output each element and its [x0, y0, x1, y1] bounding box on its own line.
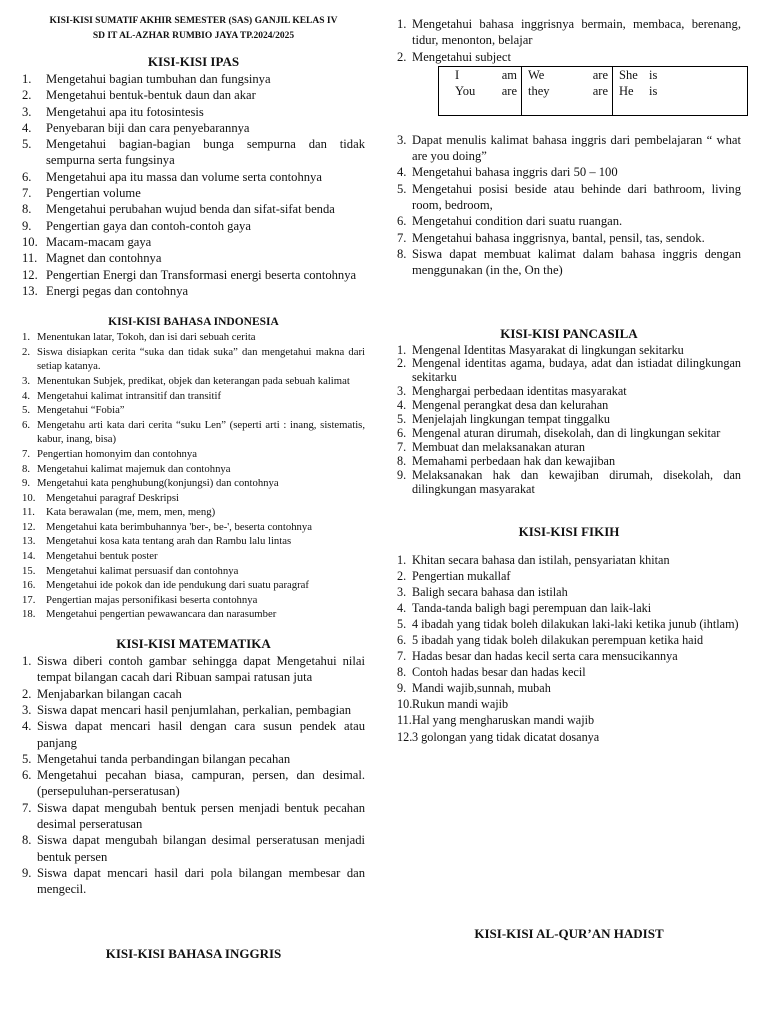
list-item-text: Pengertian homonyim dan contohnya: [37, 447, 197, 460]
list-item: [397, 357, 741, 385]
list-item: [397, 455, 741, 469]
list-item-text: Mengetahui bahasa inggrisnya, bantal, pensil, tas, sendok.: [412, 230, 705, 245]
list-item-number: 9.: [397, 467, 407, 482]
list-item-text: Mengetahui bahasa inggris dari 50 – 100: [412, 165, 618, 180]
list-item-number: 11.: [22, 251, 38, 266]
list-item-text: Mengetahui bentuk poster: [46, 550, 158, 563]
list-item-text: Mengetahui kata berimbuhannya 'ber-, be-', beserta contohnya: [46, 520, 312, 533]
list-item-number: 8.: [397, 246, 407, 261]
subject-word: She: [619, 67, 638, 82]
list-item: [22, 534, 365, 549]
list-item-text: Mengenal identitas agama, budaya, adat dan istiadat dilingkungan sekitarku: [412, 356, 741, 385]
list-item-text: Mengetahui apa itu massa dan volume serta contohnya: [46, 169, 322, 184]
list-item-text: 5 ibadah yang tidak boleh dilakukan perempuan ketika haid: [412, 633, 704, 647]
left-column: [22, 0, 365, 962]
list-item-number: 11.: [397, 713, 412, 728]
list-item-number: 10.: [22, 234, 38, 249]
list-item-number: 2.: [397, 568, 407, 583]
list-item-text: Mengetahui bagian-bagian bunga sempurna dan tidak sempurna serta fungsinya: [46, 137, 365, 168]
list-item-number: 4.: [22, 120, 32, 135]
section-title-bahasa-indonesia: KISI-KISI BAHASA INDONESIA: [108, 316, 279, 329]
list-item: [22, 218, 365, 234]
list-bahasa-indonesia: [22, 330, 365, 622]
list-item: [22, 593, 365, 608]
subject-cell-2: [522, 66, 613, 115]
subject-cell-1: [439, 66, 522, 115]
list-item-text: Mengetahui subject: [412, 49, 511, 64]
list-item: [397, 600, 741, 616]
list-item: [22, 104, 365, 120]
list-item: [22, 702, 365, 718]
list-item-text: Menjabarkan bilangan cacah: [37, 686, 182, 701]
list-item: [22, 234, 365, 250]
section-title-ipas: KISI-KISI IPAS: [147, 54, 240, 69]
list-item: [22, 653, 365, 686]
list-item-text: Contoh hadas besar dan hadas kecil: [412, 665, 586, 680]
list-item-number: 8.: [397, 665, 407, 680]
list-item-number: 14.: [22, 550, 36, 563]
list-item: [22, 403, 365, 418]
list-item: [397, 664, 741, 680]
list-item-number: 10.: [397, 697, 413, 712]
list-item: [22, 865, 365, 898]
list-item: [397, 49, 741, 65]
list-item: [397, 680, 741, 696]
list-item: [22, 389, 365, 404]
subject-word: You: [455, 83, 476, 98]
list-item: [22, 476, 365, 491]
list-item: [397, 729, 741, 745]
list-item-number: 5.: [397, 181, 407, 196]
verb-word: am: [501, 67, 517, 82]
list-item-number: 7.: [397, 439, 407, 454]
list-item-number: 18.: [22, 608, 36, 621]
section-title-bahasa-inggris: KISI-KISI BAHASA INGGRIS: [105, 946, 282, 962]
list-item-text: Mengetahui kalimat majemuk dan contohnya: [37, 462, 231, 475]
list-item: [397, 164, 741, 180]
list-item-number: 1.: [397, 17, 407, 31]
list-item-text: Mengetahui paragraf Deskripsi: [46, 491, 179, 504]
list-item: [397, 648, 741, 664]
list-item: [397, 385, 741, 399]
list-item-text: Mengetahui perubahan wujud benda dan sifat-sifat benda: [46, 202, 335, 217]
list-item-number: 17.: [22, 593, 36, 606]
list-item-text: Membuat dan melaksanakan aturan: [412, 439, 585, 454]
list-item-number: 6.: [397, 633, 407, 647]
list-item: [397, 181, 741, 214]
list-matematika: [22, 653, 365, 897]
section-title-fikih: KISI-KISI FIKIH: [518, 523, 620, 539]
list-item: [22, 800, 365, 833]
list-item-number: 7.: [397, 649, 407, 664]
list-item-text: Mengetahui posisi beside atau behinde dari bathroom, living room, bedroom,: [412, 181, 741, 213]
verb-word: is: [649, 67, 658, 82]
list-item-text: Mengenal aturan dirumah, disekolah, dan di lingkungan sekitar: [412, 426, 721, 440]
list-item-number: 8.: [22, 202, 32, 217]
list-item-text: Mengetahu arti kata dari cerita “suku Len” (seperti arti : inang, sistematis, kabur, inang, bisa): [37, 418, 365, 446]
list-item: [22, 374, 365, 389]
list-item-text: Siswa dapat mencari hasil dengan cara susun pendek atau panjang: [37, 719, 365, 750]
list-item-number: 2.: [22, 345, 31, 358]
list-item-number: 6.: [397, 214, 407, 229]
list-item-number: 13.: [22, 283, 38, 298]
list-item-number: 1.: [22, 72, 32, 86]
list-item: [22, 283, 365, 299]
document-header: [22, 14, 365, 44]
list-item-text: Siswa dapat mencari hasil dari pola bilangan membesar dan mengecil.: [37, 865, 365, 897]
list-item-text: Mengetahui kalimat persuasif dan contohnya: [46, 564, 239, 577]
list-item-number: 5.: [397, 616, 407, 631]
list-item: [397, 441, 741, 455]
list-item-text: Mengetahui ide pokok dan ide pendukung dari suatu paragraf: [46, 579, 309, 592]
list-item: [22, 169, 365, 185]
list-item: [22, 832, 365, 865]
list-item-number: 7.: [397, 230, 407, 245]
header-line-1: KISI-KISI SUMATIF AKHIR SEMESTER (SAS) GANJIL KELAS IV: [49, 16, 338, 26]
list-item: [22, 686, 365, 702]
list-item-number: 10.: [22, 491, 36, 504]
list-item-number: 11.: [22, 506, 35, 519]
list-item-number: 3.: [397, 132, 407, 147]
list-item: [22, 250, 365, 266]
verb-word: are: [501, 83, 517, 98]
list-item-text: Mengetahui pecahan biasa, campuran, persen, dan desimal. (persepuluhan-perseratusan): [37, 768, 365, 799]
list-item-number: 5.: [22, 751, 32, 766]
list-item: [397, 399, 741, 413]
list-item-number: 13.: [22, 535, 36, 548]
list-item-text: Menjelajah lingkungan tempat tinggalku: [412, 412, 610, 427]
list-item-number: 12.: [22, 520, 36, 533]
list-item-text: Hal yang mengharuskan mandi wajib: [412, 713, 595, 728]
list-item-number: 3.: [397, 584, 407, 599]
list-item-text: Khitan secara bahasa dan istilah, pensyariatan khitan: [412, 552, 670, 567]
list-item-text: Siswa dapat mengubah bentuk persen menjadi bentuk pecahan desimal perseratusan: [37, 800, 365, 831]
subject-cell-3: [613, 66, 748, 115]
list-item-number: 1.: [22, 654, 32, 669]
list-item-text: Energi pegas dan contohnya: [46, 283, 189, 298]
list-item-number: 15.: [22, 564, 36, 577]
list-item-number: 9.: [22, 218, 32, 233]
list-item: [397, 246, 741, 279]
list-item-number: 3.: [22, 374, 31, 387]
list-item-text: Baligh secara bahasa dan istilah: [412, 584, 568, 599]
list-item-number: 8.: [397, 453, 407, 468]
list-item-number: 12.: [22, 267, 38, 282]
list-ipas: [22, 71, 365, 299]
list-item-number: 1.: [397, 552, 407, 567]
list-item-text: Mandi wajib,sunnah, mubah: [412, 681, 551, 696]
list-item-text: Mengenal perangkat desa dan kelurahan: [412, 398, 609, 413]
list-item-text: Melaksanakan hak dan kewajiban dirumah, disekolah, dan dilingkungan masyarakat: [412, 467, 741, 496]
list-item-text: Mengetahui “Fobia”: [37, 404, 125, 417]
list-item: [22, 505, 365, 520]
subject-word: they: [528, 83, 550, 98]
list-pancasila: [397, 344, 741, 497]
list-item-text: Mengetahui bentuk-bentuk daun dan akar: [46, 88, 256, 103]
list-item: [397, 16, 741, 49]
list-item: [22, 564, 365, 579]
list-item-number: 7.: [22, 447, 31, 460]
list-item: [397, 696, 741, 712]
list-item-text: Macam-macam gaya: [46, 234, 152, 249]
list-item: [22, 185, 365, 201]
list-item-number: 5.: [22, 137, 32, 152]
list-item-number: 6.: [22, 418, 31, 431]
list-item-number: 5.: [22, 404, 31, 417]
list-item: [22, 120, 365, 136]
list-item: [397, 427, 741, 441]
list-item: [397, 632, 741, 648]
list-item: [22, 136, 365, 169]
verb-word: is: [649, 83, 658, 98]
list-item: [22, 491, 365, 506]
list-item: [397, 712, 741, 728]
list-item-number: 5.: [397, 412, 407, 427]
list-item-text: Mengetahui pengertian pewawancara dan narasumber: [46, 608, 277, 621]
list-item-text: Penyebaran biji dan cara penyebarannya: [46, 120, 250, 135]
list-item-number: 2.: [22, 686, 32, 701]
list-item-text: Mengetahui bahasa inggrisnya bermain, membaca, berenang, tidur, menonton, belajar: [412, 17, 741, 48]
subject-word: He: [619, 83, 634, 98]
list-item-number: 4.: [397, 600, 407, 615]
list-item-text: Dapat menulis kalimat bahasa inggris dari pembelajaran “ what are you doing”: [412, 132, 741, 164]
list-item-number: 9.: [22, 865, 32, 880]
list-item: [22, 607, 365, 622]
list-item-text: Mengenal Identitas Masyarakat di lingkungan sekitarku: [412, 342, 684, 357]
list-item-text: Memahami perbedaan hak dan kewajiban: [412, 453, 616, 468]
list-item-number: 3.: [22, 702, 32, 717]
list-item: [397, 469, 741, 497]
list-item-text: Tanda-tanda baligh bagi perempuan dan laik-laki: [412, 600, 652, 615]
list-bahasa-inggris-a: [397, 16, 741, 65]
list-bahasa-inggris-b: [397, 132, 741, 279]
list-item-number: 8.: [22, 833, 32, 848]
list-item-text: Siswa dapat membuat kalimat dalam bahasa inggris dengan menggunakan (in the, On the): [412, 246, 741, 278]
list-item-text: Mengetahui kalimat intransitif dan transitif: [37, 389, 222, 402]
list-item-text: Pengertian gaya dan contoh-contoh gaya: [46, 218, 251, 233]
list-item-number: 6.: [397, 426, 407, 440]
list-fikih: [397, 552, 741, 745]
list-item: [22, 447, 365, 462]
list-item-text: Pengertian volume: [46, 186, 141, 201]
list-item-text: Rukun mandi wajib: [412, 697, 509, 712]
list-item-number: 6.: [22, 169, 32, 184]
list-item-text: 3 golongan yang tidak dicatat dosanya: [412, 729, 600, 744]
list-item-text: Siswa diberi contoh gambar sehingga dapat Mengetahui nilai tempat bilangan cacah dari Ribuan sampai ratusan juta: [37, 654, 365, 685]
verb-word: are: [592, 67, 608, 82]
subject-word: We: [528, 67, 545, 82]
list-item-text: 4 ibadah yang tidak boleh dilakukan laki-laki ketika junub (ihtlam): [412, 616, 739, 631]
section-title-pancasila: KISI-KISI PANCASILA: [500, 325, 638, 341]
list-item-number: 9.: [397, 681, 407, 696]
list-item: [397, 344, 741, 358]
list-item-text: Mengetahui bagian tumbuhan dan fungsinya: [46, 72, 271, 86]
list-item: [397, 132, 741, 165]
list-item: [22, 345, 365, 374]
right-column: [397, 0, 741, 942]
section-title-matematika: KISI-KISI MATEMATIKA: [116, 636, 271, 652]
list-item-number: 2.: [397, 356, 407, 371]
list-item: [397, 568, 741, 584]
list-item-text: Siswa disiapkan cerita “suka dan tidak suka” dan mengetahui makna dari setiap katanya.: [37, 345, 365, 373]
list-item: [22, 549, 365, 564]
list-item-text: Menghargai perbedaan identitas masyarakat: [412, 384, 627, 399]
list-item: [22, 520, 365, 535]
list-item-number: 4.: [397, 398, 407, 413]
section-title-al-quran-hadist: KISI-KISI AL-QUR’AN HADIST: [474, 925, 664, 941]
list-item: [22, 578, 365, 593]
list-item-text: Mengetahui kosa kata tentang arah dan Rambu lalu lintas: [46, 535, 292, 548]
list-item-text: Hadas besar dan hadas kecil serta cara mensucikannya: [412, 649, 678, 664]
list-item-text: Mengetahui condition dari suatu ruangan.: [412, 214, 623, 229]
list-item-text: Siswa dapat mencari hasil penjumlahan, perkalian, pembagian: [37, 702, 352, 717]
list-item-text: Pengertian mukallaf: [412, 568, 511, 583]
list-item: [22, 71, 365, 87]
list-item-text: Mengetahui apa itu fotosintesis: [46, 104, 204, 119]
list-item: [22, 418, 365, 447]
list-item: [397, 552, 741, 568]
list-item-number: 16.: [22, 579, 36, 592]
list-item: [22, 330, 365, 345]
list-item-number: 4.: [22, 719, 32, 734]
list-item: [397, 413, 741, 427]
list-item: [22, 462, 365, 477]
list-item-text: Magnet dan contohnya: [46, 251, 162, 266]
list-item-number: 6.: [22, 768, 32, 783]
list-item-number: 4.: [22, 389, 31, 402]
subject-word: I: [455, 67, 460, 82]
list-item-number: 7.: [22, 800, 32, 815]
list-item-number: 1.: [397, 342, 407, 357]
list-item-number: 3.: [22, 104, 32, 119]
list-item-text: Menentukan Subjek, predikat, objek dan keterangan pada sebuah kalimat: [37, 374, 350, 387]
verb-word: are: [592, 83, 608, 98]
list-item: [397, 213, 741, 229]
list-item-text: Kata berawalan (me, mem, men, meng): [46, 506, 216, 519]
list-item-text: Pengertian Energi dan Transformasi energi beserta contohnya: [46, 267, 357, 282]
list-item: [397, 230, 741, 246]
list-item: [22, 767, 365, 800]
list-item-text: Mengetahui kata penghubung(konjungsi) dan contohnya: [37, 477, 279, 490]
list-item-number: 1.: [22, 331, 31, 344]
list-item-number: 9.: [22, 477, 31, 490]
list-item-number: 7.: [22, 186, 32, 201]
list-item: [397, 584, 741, 600]
list-item-number: 2.: [22, 88, 32, 103]
list-item-number: 8.: [22, 462, 31, 475]
list-item: [22, 201, 365, 217]
list-item: [22, 751, 365, 767]
list-item-text: Mengetahui tanda perbandingan bilangan pecahan: [37, 751, 291, 766]
list-item-number: 12.: [397, 729, 413, 744]
list-item: [22, 87, 365, 103]
header-line-2: SD IT AL-AZHAR RUMBIO JAYA TP.2024/2025: [92, 31, 295, 41]
list-item-number: 3.: [397, 384, 407, 399]
list-item: [397, 616, 741, 632]
list-item-number: 2.: [397, 49, 407, 64]
list-item-text: Menentukan latar, Tokoh, dan isi dari sebuah cerita: [37, 331, 256, 344]
list-item-number: 4.: [397, 165, 407, 180]
list-item-text: Pengertian majas personifikasi beserta contohnya: [46, 593, 258, 606]
list-item: [22, 267, 365, 283]
list-item: [22, 718, 365, 751]
list-item-text: Siswa dapat mengubah bilangan desimal perseratusan menjadi bentuk persen: [37, 833, 365, 864]
subject-table: [438, 66, 748, 116]
